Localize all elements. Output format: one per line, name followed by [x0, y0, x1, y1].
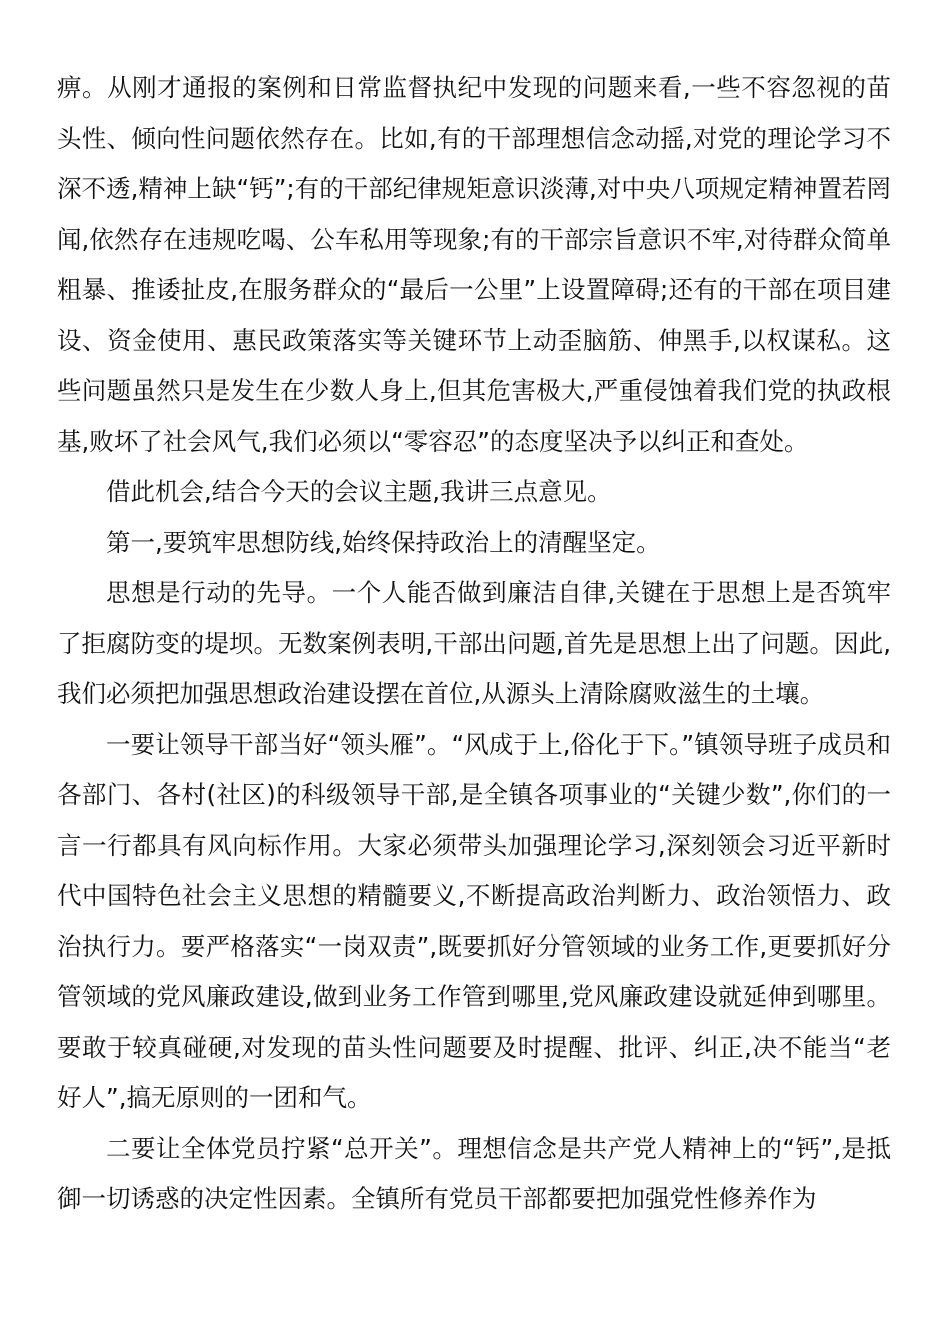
paragraph-thought: 思想是行动的先导。一个人能否做到廉洁自律,关键在于思想上是否筑牢了拒腐防变的堤坝。无数案例表明,干部出问题,首先是思想上出了问题。因此,我们必须把加强思想政治建设摆在首位,从源头上清除腐败滋生的土壤。	[57, 578, 891, 708]
paragraph-continuation: 痹。从刚才通报的案例和日常监督执纪中发现的问题来看,一些不容忽视的苗头性、倾向性问题依然存在。比如,有的干部理想信念动摇,对党的理论学习不深不透,精神上缺“钙”;有的干部纪律规矩意识淡薄,对中央八项规定精神置若罔闻,依然存在违规吃喝、公车私用等现象;有的干部宗旨意识不牢,对待群众简单粗暴、推诿扯皮,在服务群众的“最后一公里”上设置障碍;还有的干部在项目建设、资金使用、惠民政策落实等关键环节上动歪脑筋、伸黑手,以权谋私。这些问题虽然只是发生在少数人身上,但其危害极大,严重侵蚀着我们党的执政根基,败坏了社会风气,我们必须以“零容忍”的态度坚决予以纠正和查处。	[57, 73, 891, 456]
paragraph-members: 二要让全体党员拧紧“总开关”。理想信念是共产党人精神上的“钙”,是抵御一切诱惑的决定性因素。全镇所有党员干部都要把加强党性修养作为	[57, 1133, 891, 1213]
document-body	[57, 63, 891, 1225]
section-heading-first: 第一,要筑牢思想防线,始终保持政治上的清醒坚定。	[106, 527, 661, 557]
paragraph-intro: 借此机会,结合今天的会议主题,我讲三点意见。	[106, 477, 612, 506]
paragraph-leaders: 一要让领导干部当好“领头雁”。“风成于上,俗化于下。”镇领导班子成员和各部门、各村(社区)的科级领导干部,是全镇各项事业的“关键少数”,你们的一言一行都具有风向标作用。大家必须带头加强理论学习,深刻领会习近平新时代中国特色社会主义思想的精髓要义,不断提高政治判断力、政治领悟力、政治执行力。要严格落实“一岗双责”,既要抓好分管领域的业务工作,更要抓好分管领域的党风廉政建设,做到业务工作管到哪里,党风廉政建设就延伸到哪里。要敢于较真碰硬,对发现的苗头性问题要及时提醒、批评、纠正,决不能当“老好人”,搞无原则的一团和气。	[57, 729, 891, 1112]
